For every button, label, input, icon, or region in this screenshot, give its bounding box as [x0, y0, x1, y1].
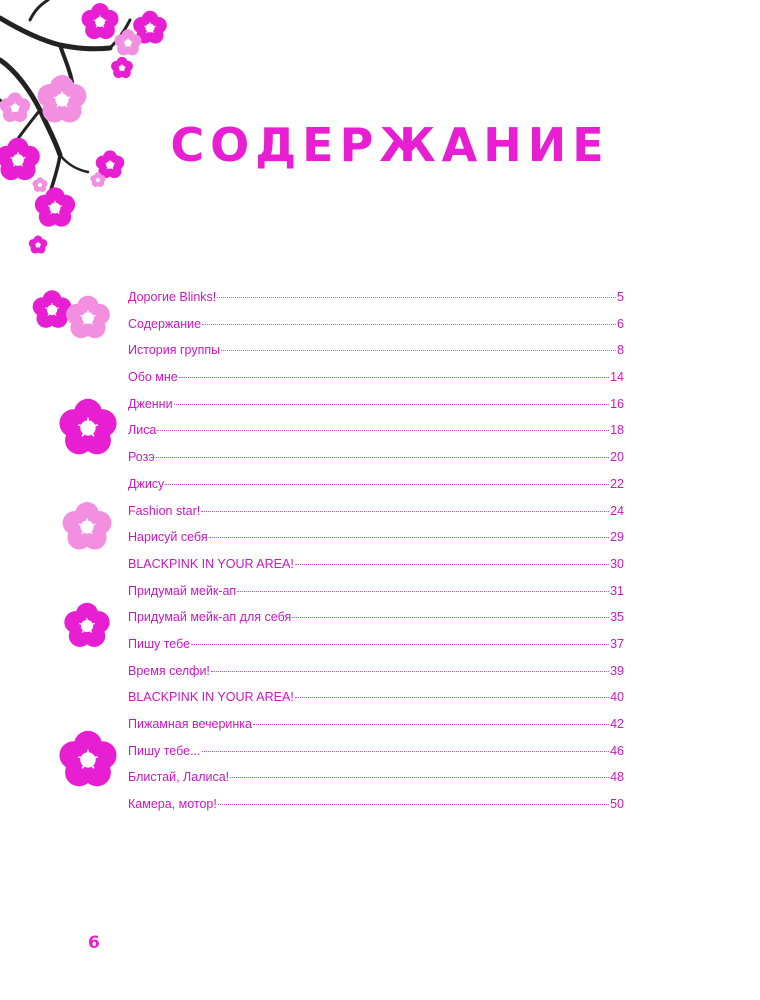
table-of-contents — [128, 290, 624, 824]
toc-entry-label: Придумай мейк-ап — [128, 583, 237, 598]
toc-entry[interactable] — [128, 317, 624, 344]
toc-entry[interactable] — [128, 690, 624, 717]
toc-entry[interactable] — [128, 423, 624, 450]
cherry-blossom-icon — [63, 502, 112, 549]
toc-entry-label: Содержание — [128, 316, 202, 331]
dot-leader — [209, 537, 610, 538]
toc-entry-label: Пижамная вечеринка — [128, 717, 253, 731]
toc-entry-page: 40 — [610, 690, 624, 705]
toc-entry[interactable] — [128, 610, 624, 637]
toc-entry[interactable] — [128, 637, 624, 664]
toc-entry-page: 35 — [610, 610, 624, 625]
toc-entry-page: 24 — [610, 503, 624, 518]
toc-entry-page: 8 — [617, 343, 624, 358]
cherry-blossom-icon — [59, 731, 116, 787]
toc-entry-page: 16 — [610, 396, 624, 411]
dot-leader — [157, 430, 609, 431]
toc-entry-page: 37 — [610, 636, 624, 651]
toc-entry-label: Камера, мотор! — [128, 797, 217, 812]
toc-entry[interactable] — [128, 504, 624, 531]
toc-entry[interactable] — [128, 343, 624, 370]
dot-leader — [202, 751, 610, 752]
dot-leader — [237, 591, 609, 592]
dot-leader — [191, 644, 609, 645]
toc-entry-page: 46 — [610, 743, 624, 758]
toc-entry-page: 31 — [610, 583, 624, 598]
toc-entry[interactable] — [128, 664, 624, 691]
toc-entry-label: Нарисуй себя — [128, 530, 208, 545]
toc-entry-label: BLACKPINK IN YOUR AREA! — [128, 690, 294, 705]
toc-entry-label: Джису — [128, 476, 165, 491]
cherry-blossom-icon — [64, 603, 109, 647]
toc-entry-label: Дженни — [128, 396, 173, 411]
toc-entry-label: Розэ — [128, 450, 155, 465]
page-number: 6 — [88, 933, 100, 953]
toc-entry[interactable] — [128, 370, 624, 397]
dot-leader — [156, 457, 609, 458]
toc-entry-label: Время селфи! — [128, 663, 210, 678]
dot-leader — [202, 324, 616, 325]
toc-entry-label: BLACKPINK IN YOUR AREA! — [128, 556, 294, 571]
toc-entry-page: 48 — [610, 770, 624, 785]
toc-entry-page: 5 — [617, 290, 624, 304]
toc-entry-page: 20 — [610, 450, 624, 465]
toc-entry[interactable] — [128, 717, 624, 744]
dot-leader — [230, 777, 609, 778]
toc-entry-page: 30 — [610, 556, 624, 571]
toc-entry[interactable] — [128, 290, 624, 317]
dot-leader — [217, 297, 616, 298]
toc-entry-page: 50 — [610, 797, 624, 812]
toc-entry-label: Блистай, Лалиса! — [128, 770, 230, 785]
cherry-blossom-icon — [59, 399, 116, 455]
toc-entry[interactable] — [128, 397, 624, 424]
toc-entry[interactable] — [128, 530, 624, 557]
cherry-blossom-icon — [33, 290, 72, 328]
dot-leader — [165, 484, 609, 485]
dot-leader — [221, 350, 616, 351]
toc-entry-label: Пишу тебе... — [128, 743, 201, 758]
toc-entry-label: Лиса — [128, 423, 157, 438]
toc-entry-label: Обо мне — [128, 370, 178, 385]
dot-leader — [292, 617, 609, 618]
toc-entry[interactable] — [128, 744, 624, 771]
dot-leader — [179, 377, 609, 378]
dot-leader — [211, 671, 609, 672]
toc-entry-page: 22 — [610, 476, 624, 491]
toc-entry-page: 29 — [610, 530, 624, 545]
dot-leader — [295, 564, 609, 565]
toc-entry-page: 39 — [610, 663, 624, 678]
toc-entry[interactable] — [128, 557, 624, 584]
toc-entry[interactable] — [128, 584, 624, 611]
dot-leader — [174, 404, 610, 405]
toc-entry-page: 14 — [610, 370, 624, 385]
toc-entry-page: 42 — [610, 717, 624, 731]
toc-entry-label: Придумай мейк-ап для себя — [128, 610, 292, 625]
toc-entry-page: 18 — [610, 423, 624, 438]
toc-entry[interactable] — [128, 797, 624, 824]
dot-leader — [253, 724, 609, 725]
toc-entry-label: Fashion star! — [128, 503, 201, 518]
toc-entry[interactable] — [128, 477, 624, 504]
cherry-blossom-icon — [66, 296, 110, 339]
dot-leader — [201, 511, 609, 512]
toc-entry[interactable] — [128, 770, 624, 797]
toc-entry-label: Дорогие Blinks! — [128, 290, 217, 304]
dot-leader — [218, 804, 609, 805]
toc-entry-label: Пишу тебе — [128, 636, 191, 651]
toc-entry[interactable] — [128, 450, 624, 477]
toc-entry-page: 6 — [617, 316, 624, 331]
page-title: СОДЕРЖАНИЕ — [170, 118, 610, 172]
dot-leader — [295, 697, 609, 698]
toc-entry-label: История группы — [128, 343, 221, 358]
